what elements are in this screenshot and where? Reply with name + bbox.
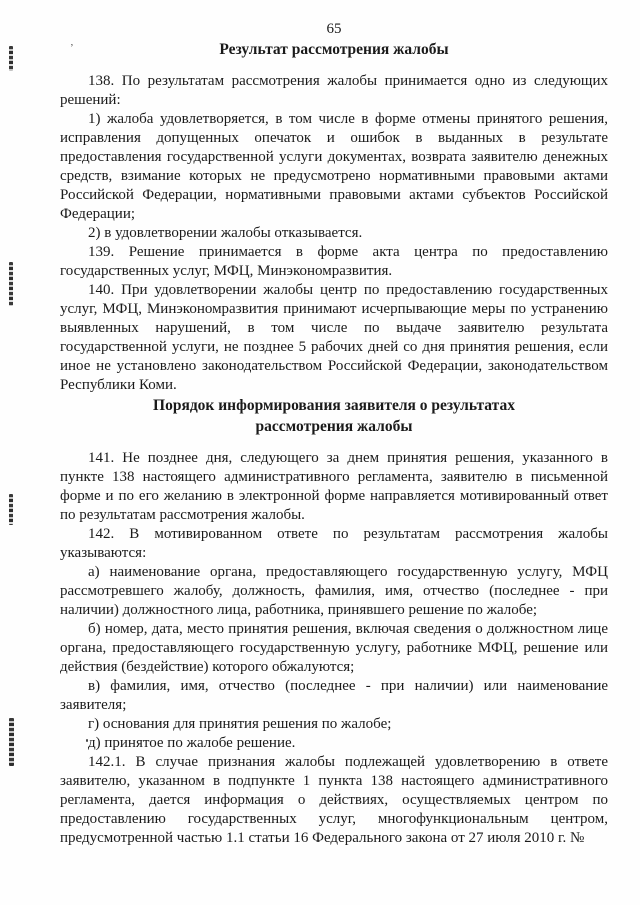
section-result-of-complaint [60, 39, 608, 395]
ink-speck [86, 739, 88, 742]
paragraph-139: 139. Решение принимается в форме акта центра по предоставлению государственных услуг, МФЦ, Минэкономразвития. [60, 244, 608, 279]
paragraph-142-d: д) принятое по жалобе решение. [88, 735, 296, 751]
paragraph-142-1: 142.1. В случае признания жалобы подлежащей удовлетворению в ответе заявителю, указанном в подпункте 1 пункта 138 настоящего административного регламента, дается информация о действиях, осуществляемых центром по предоставлению государственных услуг, многофункциональным центром, предусмотренной частью 1.1 статьи 16 Федерального закона от 27 июля 2010 г. № [60, 754, 608, 846]
paragraph-142: 142. В мотивированном ответе по результатам рассмотрения жалобы указываются: [60, 526, 608, 561]
page-number: 65 [326, 21, 342, 37]
section-body [60, 72, 608, 395]
scan-artifact-mark [9, 494, 13, 525]
section-heading: Результат рассмотрения жалобы [219, 41, 449, 58]
paragraph-138-1: 1) жалоба удовлетворяется, в том числе в форме отмены принятого решения, исправления допущенных опечаток и ошибок в выданных в результате предоставления государственной услуги документах, возврата заявителю денежных средств, взимание которых не предусмотрено нормативными правовыми актами Российской Федерации, нормативными правовыми актами субъектов Российской Федерации; [60, 111, 608, 222]
paragraph-142-v: в) фамилия, имя, отчество (последнее - при наличии) или наименование заявителя; [60, 678, 608, 713]
scan-artifact-mark [9, 718, 14, 766]
paragraph-142-g: г) основания для принятия решения по жалобе; [88, 716, 392, 732]
paragraph-140: 140. При удовлетворении жалобы центр по предоставлению государственных услуг, МФЦ, Минэкономразвития принимают исчерпывающие меры по устранению выявленных нарушений, в том числе по выдаче заявителю результата государственной услуги, не позднее 5 рабочих дней со дня принятия решения, если иное не установлено законодательством Российской Федерации, законодательством Республики Коми. [60, 282, 608, 393]
scan-artifact-mark [9, 262, 13, 306]
section-heading: Порядок информирования заявителя о результатах рассмотрения жалобы [153, 397, 515, 435]
section-body [60, 449, 608, 848]
paragraph-142-a: а) наименование органа, предоставляющего государственную услугу, МФЦ рассмотревшего жалобу, должность, фамилия, имя, отчество (последнее - при наличии) должностного лица, работника, принявшего решение по жалобе; [60, 564, 608, 618]
paragraph-141: 141. Не позднее дня, следующего за днем принятия решения, указанного в пункте 138 настоящего административного регламента, заявителю в письменной форме и по его желанию в электронной форме направляется мотивированный ответ по результатам рассмотрения жалобы. [60, 450, 608, 523]
paragraph-138-2: 2) в удовлетворении жалобы отказывается. [88, 225, 363, 241]
paragraph-138: 138. По результатам рассмотрения жалобы принимается одно из следующих решений: [60, 73, 608, 108]
section-informing-applicant [60, 395, 608, 848]
scan-artifact-mark [9, 46, 13, 71]
paragraph-142-b: б) номер, дата, место принятия решения, включая сведения о должностном лице органа, предоставляющего государственную услугу, работнике МФЦ, решение или действия (бездействие) которого обжалуются; [60, 621, 608, 675]
ink-speck: ’ [70, 42, 74, 54]
